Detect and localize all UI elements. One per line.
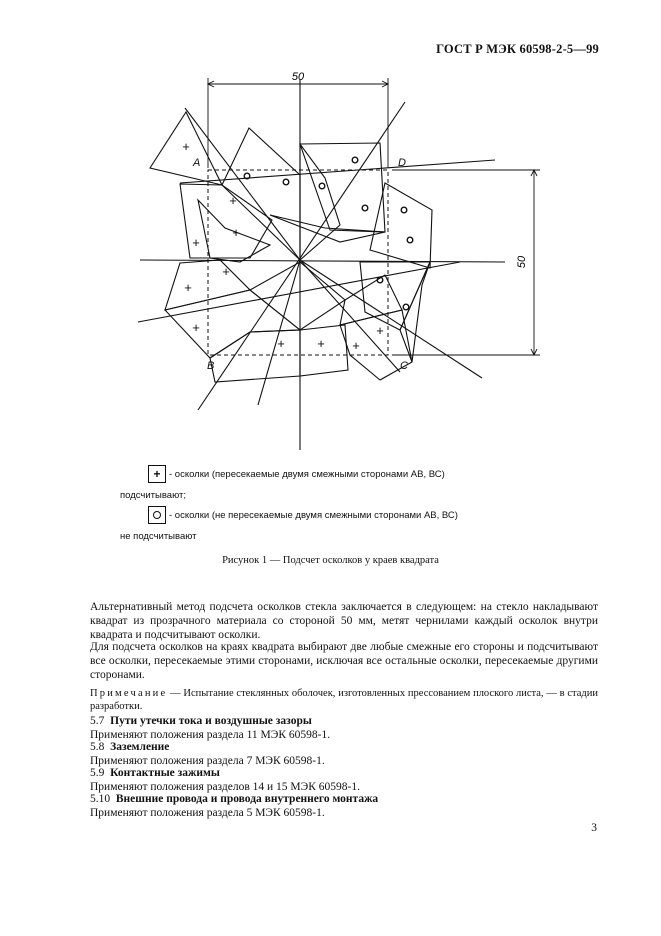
section-body: Применяют положения раздела 5 МЭК 60598-1. — [90, 806, 325, 819]
section-body: Применяют положения раздела 7 МЭК 60598-1. — [90, 754, 325, 767]
plus-marker: + — [184, 280, 192, 295]
plus-marker: + — [232, 225, 240, 240]
plus-marker: + — [376, 323, 384, 338]
section-5-10: 5.10 Внешние провода и провода внутреннего монтажа Применяют положения раздела 5 МЭК 60598-1. — [90, 793, 379, 819]
circle-marker — [283, 179, 289, 185]
dimension-right: 50 — [516, 255, 528, 269]
figure-caption: Рисунок 1 — Подсчет осколков у краев квадрата — [222, 555, 439, 566]
standard-header: ГОСТ Р МЭК 60598-2-5—99 — [436, 42, 599, 56]
fragment-count-figure — [100, 70, 560, 460]
legend-counted-note: подсчитывают; — [120, 490, 186, 501]
circle-marker — [352, 157, 358, 163]
circle-box-icon — [148, 506, 166, 524]
plus-marker: + — [192, 235, 200, 250]
corner-c-label: C — [400, 360, 408, 372]
plus-marker: + — [277, 336, 285, 351]
section-title: Контактные зажимы — [110, 767, 220, 779]
legend-counted-text: - осколки (пересекаемые двумя смежными сторонами АВ, ВС) — [169, 468, 445, 480]
plus-marker: + — [352, 338, 360, 353]
page-number: 3 — [591, 822, 597, 834]
legend-not-counted-text: - осколки (не пересекаемые двумя смежными сторонами АВ, ВС) — [169, 509, 458, 521]
note-text: — Испытание стеклянных оболочек, изготовленных прессованием плоского листа, — в стадии разработки. — [90, 688, 598, 712]
plus-marker: + — [182, 139, 190, 154]
plus-marker: + — [192, 320, 200, 335]
legend-item-counted — [148, 465, 445, 483]
circle-marker — [407, 237, 413, 243]
legend-not-counted-note: не подсчитывают — [120, 531, 197, 542]
section-5-7: 5.7 Пути утечки тока и воздушные зазоры Применяют положения раздела 11 МЭК 60598-1. — [90, 715, 331, 741]
plus-box-icon: + — [148, 465, 166, 483]
circle-marker — [403, 304, 409, 310]
note-paragraph — [90, 687, 598, 713]
plus-marker: + — [229, 193, 237, 208]
circle-marker — [319, 183, 325, 189]
section-body: Применяют положения разделов 14 и 15 МЭК 60598-1. — [90, 780, 360, 793]
circle-marker — [362, 205, 368, 211]
section-body: Применяют положения раздела 11 МЭК 60598-1. — [90, 728, 331, 741]
section-title: Пути утечки тока и воздушные зазоры — [110, 715, 312, 727]
section-5-8: 5.8 Заземление Применяют положения раздела 7 МЭК 60598-1. — [90, 741, 325, 767]
dimension-top: 50 — [291, 71, 305, 83]
plus-marker: + — [222, 264, 230, 279]
corner-a-label: A — [193, 157, 201, 169]
paragraph-edge-counting: Для подсчета осколков на краях квадрата выбирают две любые смежные его стороны и подсчитывают все осколки, пересекаемые этими сторонами, исключая все остальные осколки, пересекаемые другими сторонами. — [90, 641, 598, 681]
section-5-9: 5.9 Контактные зажимы Применяют положения разделов 14 и 15 МЭК 60598-1. — [90, 767, 360, 793]
corner-b-label: B — [207, 360, 215, 372]
plus-marker: + — [317, 336, 325, 351]
section-title: Внешние провода и провода внутреннего монтажа — [115, 793, 379, 805]
corner-d-label: D — [398, 157, 406, 169]
legend-item-not-counted — [148, 506, 458, 524]
paragraph-alternative-method: Альтернативный метод подсчета осколков стекла заключается в следующем: на стекло накладывают квадрат из прозрачного материала со стороной 50 мм, метят чернилами каждый осколок внутри квадрата и подсчитывают осколки. — [90, 601, 598, 641]
section-title: Заземление — [110, 741, 170, 753]
circle-marker — [401, 207, 407, 213]
note-label: Примечание — [90, 688, 168, 699]
